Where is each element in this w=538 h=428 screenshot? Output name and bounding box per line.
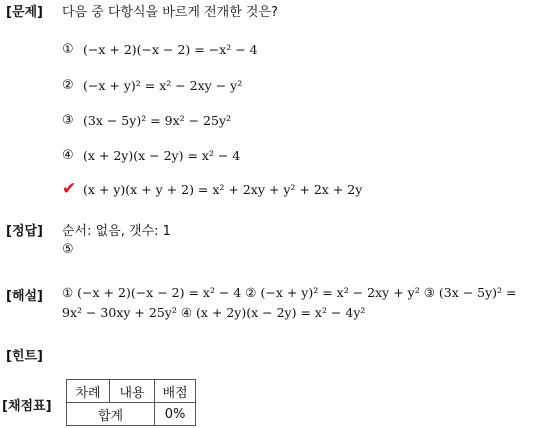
choice-1 xyxy=(62,42,258,57)
choice-3 xyxy=(62,113,231,128)
total-value: 0% xyxy=(155,403,196,426)
choice-5 xyxy=(62,181,362,198)
answer-meta: 순서: 없음, 갯수: 1 xyxy=(62,224,171,239)
choice-4 xyxy=(62,148,240,163)
explanation-line-1: ① (−x + 2)(−x − 2) = x² − 4 ② (−x + y)² = x² − 2xy + y² ③ (3x − 5y)² = xyxy=(62,285,517,300)
score-table-total-row xyxy=(67,403,196,426)
score-table-header-row xyxy=(67,380,196,403)
score-table xyxy=(66,379,196,426)
header-points: 배점 xyxy=(155,380,196,403)
choice-expression: (x + y)(x + y + 2) = x² + 2xy + y² + 2x + 2y xyxy=(83,182,363,197)
label-question: [문제] xyxy=(6,5,43,20)
header-order: 차례 xyxy=(67,380,110,403)
choice-2 xyxy=(62,78,242,93)
explanation-line-2: 9x² − 30xy + 25y² ④ (x + 2y)(x − 2y) = x² − 4y² xyxy=(62,305,366,320)
label-explanation: [해설] xyxy=(6,289,43,304)
red-check-icon: ✔ xyxy=(62,179,77,199)
answer-value: ⑤ xyxy=(62,242,74,257)
choice-marker: ③ xyxy=(62,113,74,128)
question-text: 다음 중 다항식을 바르게 전개한 것은? xyxy=(62,5,278,20)
choice-expression: (x + 2y)(x − 2y) = x² − 4 xyxy=(83,148,241,163)
choice-marker: ② xyxy=(62,78,74,93)
choice-marker: ① xyxy=(62,42,74,57)
label-scoring: [채점표] xyxy=(2,399,52,414)
choice-marker: ④ xyxy=(62,148,74,163)
choice-expression: (−x + y)² = x² − 2xy − y² xyxy=(83,78,243,93)
choice-expression: (−x + 2)(−x − 2) = −x² − 4 xyxy=(83,42,258,57)
label-hint: [힌트] xyxy=(6,349,43,364)
label-answer: [정답] xyxy=(6,224,43,239)
choice-expression: (3x − 5y)² = 9x² − 25y² xyxy=(83,113,232,128)
header-content: 내용 xyxy=(110,380,155,403)
total-label: 합계 xyxy=(67,403,155,426)
